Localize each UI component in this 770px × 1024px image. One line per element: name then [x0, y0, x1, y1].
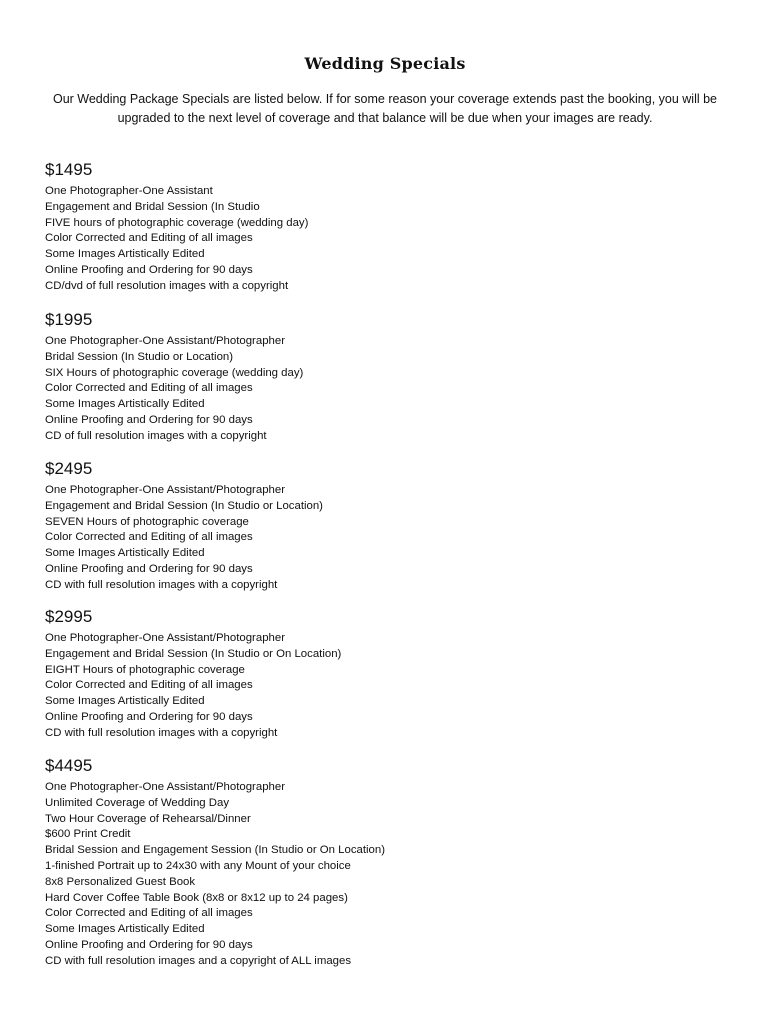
- package-feature: CD/dvd of full resolution images with a copyright: [45, 279, 289, 292]
- package-feature: Some Images Artistically Edited: [45, 248, 205, 261]
- package-feature: Bridal Session (In Studio or Location): [45, 350, 234, 363]
- package-feature: Engagement and Bridal Session (In Studio or On Location): [45, 647, 342, 660]
- package-price: $2495: [45, 459, 93, 478]
- package-feature: CD of full resolution images with a copyright: [45, 429, 267, 442]
- package-feature: One Photographer-One Assistant: [45, 185, 213, 197]
- package-feature: Engagement and Bridal Session (In Studio: [45, 200, 260, 213]
- package-feature: Two Hour Coverage of Rehearsal/Dinner: [45, 812, 251, 825]
- package-price: $1495: [45, 160, 93, 179]
- package-feature: One Photographer-One Assistant/Photographer: [45, 632, 285, 644]
- package-feature: SEVEN Hours of photographic coverage: [45, 515, 249, 528]
- package-features-list: [45, 780, 645, 970]
- package-feature: Some Images Artistically Edited: [45, 695, 205, 708]
- package-price: $2995: [45, 607, 93, 626]
- package-features-list: [45, 631, 645, 742]
- package-feature: Color Corrected and Editing of all images: [45, 531, 253, 544]
- package-feature: Unlimited Coverage of Wedding Day: [45, 796, 230, 809]
- package-feature: Online Proofing and Ordering for 90 days: [45, 710, 253, 723]
- package-feature: One Photographer-One Assistant/Photographer: [45, 335, 285, 347]
- package-price: $4495: [45, 756, 93, 775]
- package-feature: 8x8 Personalized Guest Book: [45, 875, 196, 888]
- package-feature: Color Corrected and Editing of all images: [45, 679, 253, 692]
- package-feature: $600 Print Credit: [45, 828, 131, 841]
- package-feature: Engagement and Bridal Session (In Studio or Location): [45, 499, 323, 512]
- package-feature: One Photographer-One Assistant/Photographer: [45, 484, 285, 496]
- package-feature: EIGHT Hours of photographic coverage: [45, 663, 245, 676]
- package-feature: Online Proofing and Ordering for 90 days: [45, 263, 253, 276]
- package-feature: Bridal Session and Engagement Session (In Studio or On Location): [45, 844, 386, 857]
- package-1495: [45, 160, 645, 295]
- package-features-list: [45, 483, 645, 594]
- package-feature: Hard Cover Coffee Table Book (8x8 or 8x12 up to 24 pages): [45, 891, 348, 904]
- package-feature: Some Images Artistically Edited: [45, 547, 205, 560]
- package-1995: [45, 310, 645, 445]
- intro-paragraph: Our Wedding Package Specials are listed below. If for some reason your coverage extends past the booking, you will be upgraded to the next level of coverage and that balance will be due when your images are ready.: [52, 92, 718, 125]
- package-feature: SIX Hours of photographic coverage (wedding day): [45, 366, 304, 379]
- package-feature: Online Proofing and Ordering for 90 days: [45, 413, 253, 426]
- package-feature: FIVE hours of photographic coverage (wedding day): [45, 216, 309, 229]
- package-feature: Color Corrected and Editing of all images: [45, 382, 253, 395]
- package-feature: CD with full resolution images and a copyright of ALL images: [45, 954, 352, 967]
- package-price: $1995: [45, 310, 93, 329]
- package-feature: Online Proofing and Ordering for 90 days: [45, 938, 253, 951]
- package-features-list: [45, 334, 645, 445]
- package-feature: CD with full resolution images with a copyright: [45, 726, 278, 739]
- package-2995: [45, 607, 645, 742]
- package-4495: [45, 756, 645, 970]
- package-feature: Color Corrected and Editing of all images: [45, 232, 253, 245]
- package-2495: [45, 459, 645, 594]
- package-feature: Color Corrected and Editing of all images: [45, 907, 253, 920]
- package-feature: One Photographer-One Assistant/Photographer: [45, 781, 285, 793]
- package-feature: Some Images Artistically Edited: [45, 398, 205, 411]
- page-title: Wedding Specials: [304, 54, 466, 73]
- package-feature: Some Images Artistically Edited: [45, 923, 205, 936]
- package-feature: CD with full resolution images with a copyright: [45, 578, 278, 591]
- package-feature: Online Proofing and Ordering for 90 days: [45, 562, 253, 575]
- package-features-list: [45, 184, 645, 295]
- package-feature: 1-finished Portrait up to 24x30 with any Mount of your choice: [45, 859, 351, 872]
